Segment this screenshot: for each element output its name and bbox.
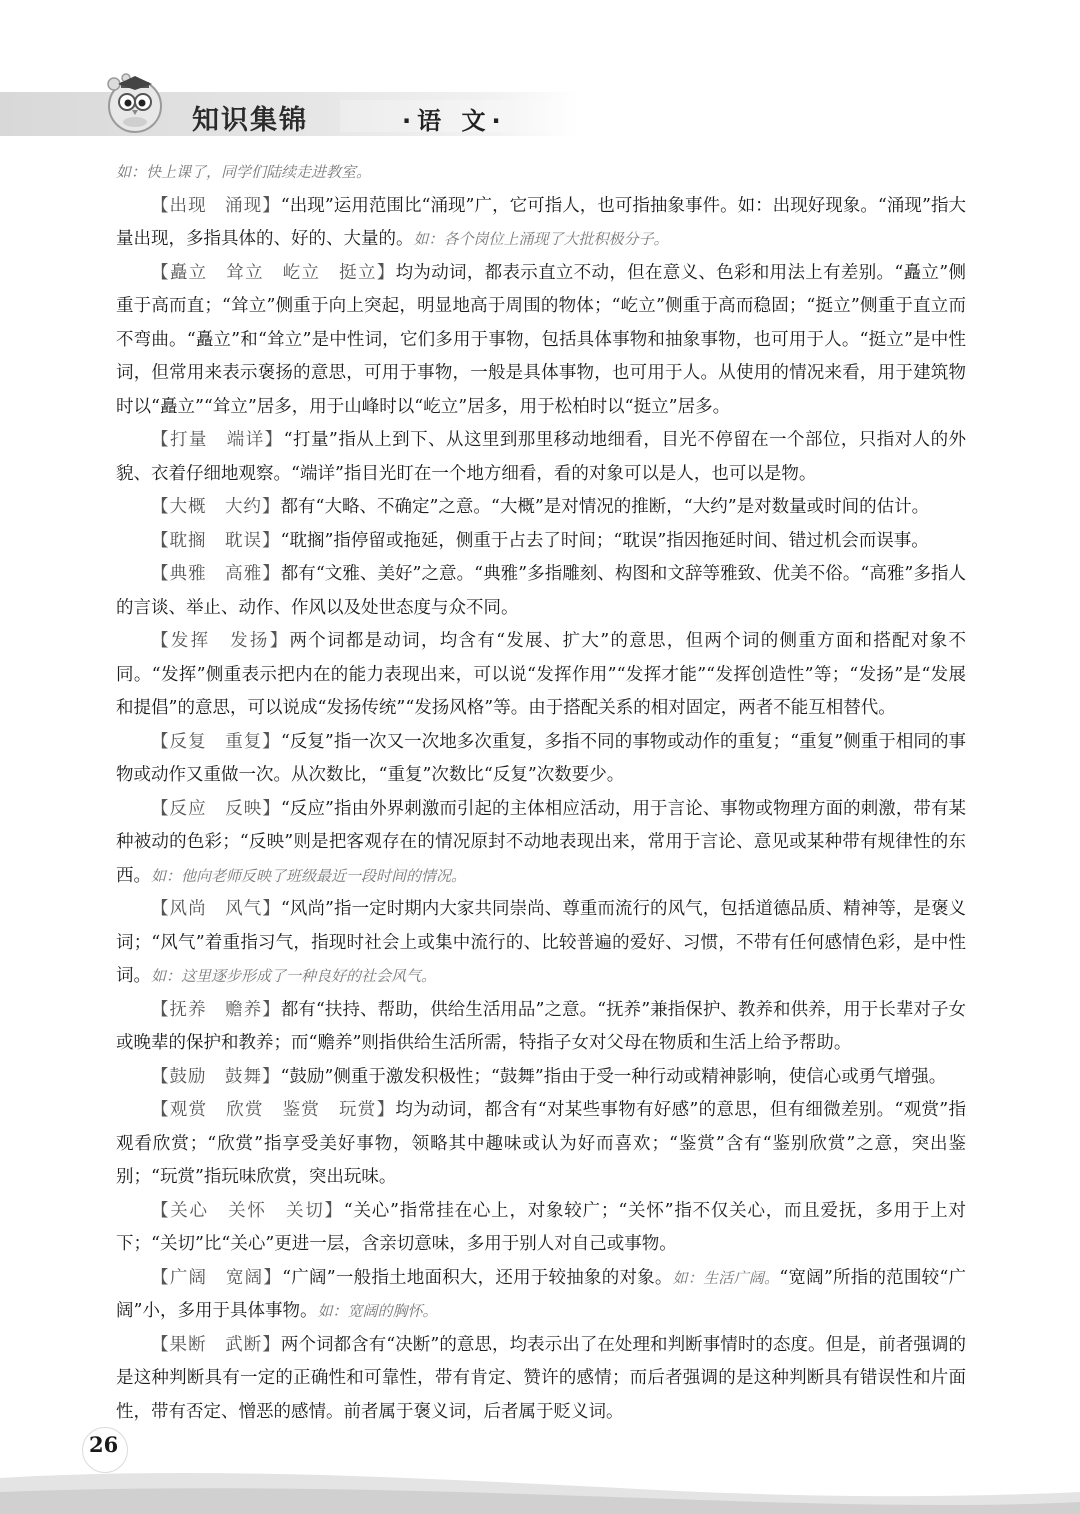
owl-mascot-icon [104,72,166,134]
paragraph [116,1195,966,1262]
term-heading: 【观赏 欣赏 鉴赏 玩赏】 [151,1100,396,1120]
paragraph-text: “关心”指常挂在心上，对象较广；“关怀”指不仅关心，而且爱抚，多用于上对下；“关切”比“关心”更进一层，含亲切意味，多用于别人对自己或事物。 [116,1200,966,1254]
paragraph-text: 均为动词，都表示直立不动，但在意义、色彩和用法上有差别。“矗立”侧重于高而直；“耸立”侧重于向上突起，明显地高于周围的物体；“屹立”侧重于高而稳固；“挺立”侧重于直立而不弯曲。“矗立”和“耸立”是中性词，它们多用于事物，包括具体事物和抽象事物，也可用于人。“挺立”是中性词，但常用来表示褒扬的意思，可用于事物，一般是具体事物，也可用于人。从使用的情况来看，用于建筑物时以“矗立”“耸立”居多，用于山峰时以“屹立”居多，用于松柏时以“挺立”居多。 [116,262,966,417]
paragraph-text: 都有“文雅、美好”之意。“典雅”多指雕刻、构图和文辞等雅致、优美不俗。“高雅”多指人的言谈、举止、动作、作风以及处世态度与众不同。 [116,564,966,618]
paragraph [116,1061,966,1095]
paragraph [116,156,966,190]
paragraph [116,257,966,425]
paragraph [116,625,966,726]
term-heading: 【大概 大约】 [151,497,281,517]
page-header [0,0,1080,150]
paragraph [116,1329,966,1430]
paragraph [116,491,966,525]
paragraph-text: 两个词都是动词，均含有“发展、扩大”的意思，但两个词的侧重方面和搭配对象不同。“发挥”侧重表示把内在的能力表现出来，可以说“发挥作用”“发挥才能”“发挥创造性”等；“发扬”是“发展和提倡”的意思，可以说成“发扬传统”“发扬风格”等。由于搭配关系的相对固定，两者不能互相替代。 [116,631,967,718]
paragraph [116,558,966,625]
paragraph-text: 两个词都含有“决断”的意思，均表示出了在处理和判断事情时的态度。但是，前者强调的是这种判断具有一定的正确性和可靠性，带有肯定、赞许的感情；而后者强调的是这种判断具有错误性和片面性，带有否定、憎恶的感情。前者属于褒义词，后者属于贬义词。 [116,1334,967,1422]
paragraph [116,1262,966,1329]
paragraph-text: “反复”指一次又一次地多次重复，多指不同的事物或动作的重复；“重复”侧重于相同的事物或动作又重做一次。从次数比，“重复”次数比“反复”次数要少。 [116,731,966,785]
term-heading: 【反应 反映】 [151,798,281,819]
term-heading: 【耽搁 耽误】 [151,530,281,551]
term-heading: 【出现 涌现】 [151,195,281,216]
term-heading: 【广阔 宽阔】 [151,1267,283,1288]
term-heading: 【鼓励 鼓舞】 [151,1066,281,1087]
term-heading: 【典雅 高雅】 [151,564,281,584]
term-heading: 【打量 端详】 [151,430,284,450]
paragraph [116,1094,966,1195]
paragraph [116,525,966,559]
header-subject: ·语 文· [402,107,507,135]
term-heading: 【风尚 风气】 [151,899,281,919]
paragraph [116,190,966,257]
term-heading: 【矗立 耸立 屹立 挺立】 [151,262,396,283]
example-text: 如：各个岗位上涌现了大批积极分子。 [413,230,669,248]
example-text: 如：他向老师反映了班级最近一段时间的情况。 [151,866,467,885]
paragraph [116,726,966,793]
term-heading: 【果断 武断】 [151,1334,281,1355]
paragraph-text: 都有“大略、不确定”之意。“大概”是对情况的推断，“大约”是对数量或时间的估计。 [280,497,930,517]
term-heading: 【关心 关怀 关切】 [151,1200,344,1221]
paragraph-text: “鼓励”侧重于激发积极性；“鼓舞”指由于受一种行动或精神影响，使信心或勇气增强。 [280,1066,947,1087]
paragraph-text: “打量”指从上到下、从这里到那里移动地细看，目光不停留在一个部位，只指对人的外貌、衣着仔细地观察。“端详”指目光盯在一个地方细看，看的对象可以是人，也可以是物。 [116,430,967,484]
paragraph-text: “反应”指由外界刺激而引起的主体相应活动，用于言论、事物或物理方面的刺激，带有某种被动的色彩；“反映”则是把客观存在的情况原封不动地表现出来，常用于言论、意见或某种带有规律性的东西。 [116,798,967,886]
paragraph [116,994,966,1061]
example-text: 如：生活广阔。 [672,1268,780,1287]
term-heading: 【反复 重复】 [151,731,281,752]
paragraph [116,424,966,491]
term-heading: 【抚养 赡养】 [151,999,281,1020]
example-text: 如：宽阔的胸怀。 [317,1302,438,1320]
header-title: 知识集锦 [192,105,308,136]
term-heading: 【发挥 发扬】 [151,631,290,651]
paragraph-text: “广阔”一般指土地面积大，还用于较抽象的对象。 [282,1267,673,1288]
page-number: 26 [89,1432,119,1457]
paragraph-text: “风尚”指一定时期内大家共同崇尚、尊重而流行的风气，包括道德品质、精神等，是褒义词；“风气”着重指习气，指现时社会上或集中流行的、比较普遍的爱好、习惯，不带有任何感情色彩，是中性词。 [116,899,967,986]
paragraph-text: “宽阔”所指的范围较“广阔”小，多用于具体事物。 [116,1267,967,1321]
paragraph-text: 均为动词，都含有“对某些事物有好感”的意思，但有细微差别。“观赏”指观看欣赏；“欣赏”指享受美好事物，领略其中趣味或认为好而喜欢；“鉴赏”含有“鉴别欣赏”之意，突出鉴别；“玩赏”指玩味欣赏，突出玩味。 [116,1100,966,1187]
paragraph [116,793,966,894]
paragraph [116,893,966,994]
example-text: 如：快上课了，同学们陆续走进教室。 [116,163,372,181]
paragraph-text: “出现”运用范围比“涌现”广，它可指人，也可指抽象事件。如：出现好现象。“涌现”指大量出现，多指具体的、好的、大量的。 [116,195,966,249]
footer-swoosh [0,1448,1080,1514]
paragraph-text: “耽搁”指停留或拖延，侧重于占去了时间；“耽误”指因拖延时间、错过机会而误事。 [280,530,929,551]
paragraph-text: 都有“扶持、帮助，供给生活用品”之意。“抚养”兼指保护、教养和供养，用于长辈对子女或晚辈的保护和教养；而“赡养”则指供给生活所需，特指子女对父母在物质和生活上给予帮助。 [116,999,966,1053]
body-text [116,156,966,1429]
example-text: 如：这里逐步形成了一种良好的社会风气。 [151,967,437,985]
